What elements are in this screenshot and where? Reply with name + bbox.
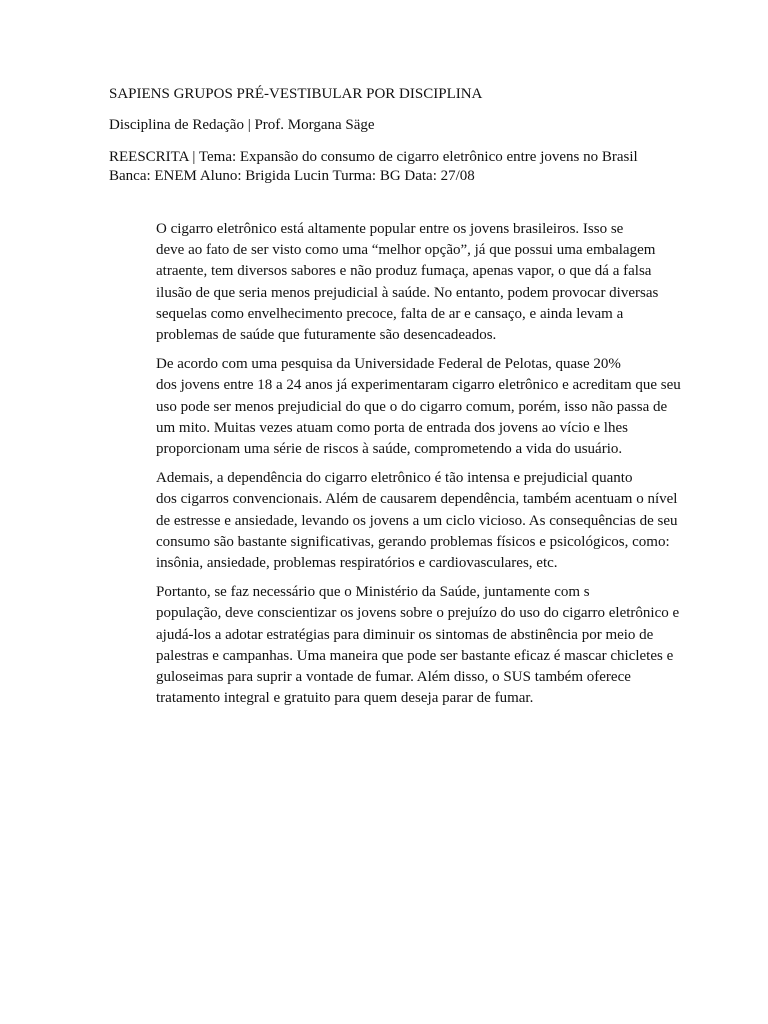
text-line: atraente, tem diversos sabores e não produz fumaça, apenas vapor, o que dá a falsa	[156, 263, 652, 280]
topic-line: REESCRITA | Tema: Expansão do consumo de cigarro eletrônico entre jovens no Brasil	[109, 149, 638, 165]
text-line: um mito. Muitas vezes atuam como porta de entrada dos jovens ao vício e lhes	[156, 419, 628, 436]
text-line: guloseimas para suprir a vontade de fumar. Além disso, o SUS também oferece	[156, 669, 631, 686]
text-line: Portanto, se faz necessário que o Ministério da Saúde, juntamente com s	[156, 584, 590, 601]
text-line: ajudá-los a adotar estratégias para diminuir os sintomas de abstinência por meio de	[156, 626, 654, 643]
essay-body	[109, 219, 681, 717]
text-line: Ademais, a dependência do cigarro eletrônico é tão intensa e prejudicial quanto	[156, 470, 633, 487]
text-line: De acordo com uma pesquisa da Universidade Federal de Pelotas, quase 20%	[156, 356, 621, 373]
document-header	[109, 85, 669, 186]
text-line: de estresse e ansiedade, levando os jovens a um ciclo vicioso. As consequências de seu	[156, 512, 678, 529]
text-line: dos cigarros convencionais. Além de causarem dependência, também acentuam o nível	[156, 491, 678, 508]
text-line: uso pode ser menos prejudicial do que o do cigarro comum, porém, isso não passa de	[156, 398, 668, 415]
details-line: Banca: ENEM Aluno: Brigida Lucin Turma: BG Data: 27/08	[109, 168, 475, 184]
essay-paragraph-2	[109, 354, 681, 460]
text-line: ilusão de que seria menos prejudicial à saúde. No entanto, podem provocar diversas	[156, 284, 659, 301]
essay-paragraph-4	[109, 582, 680, 709]
institution-title: SAPIENS GRUPOS PRÉ-VESTIBULAR POR DISCIPLINA	[109, 86, 483, 102]
text-line: dos jovens entre 18 a 24 anos já experimentaram cigarro eletrônico e acreditam que seu	[156, 377, 681, 394]
text-line: O cigarro eletrônico está altamente popular entre os jovens brasileiros. Isso se	[156, 221, 624, 237]
text-line: problemas de saúde que futuramente são desencadeados.	[156, 327, 497, 344]
text-line: tratamento integral e gratuito para quem deseja parar de fumar.	[156, 690, 534, 707]
text-line: deve ao fato de ser visto como uma “melhor opção”, já que possui uma embalagem	[156, 242, 656, 259]
text-line: consumo são bastante significativas, gerando problemas físicos e psicológicos, como:	[156, 533, 670, 550]
text-line: insônia, ansiedade, problemas respiratórios e cardiovasculares, etc.	[156, 555, 558, 572]
text-line: população, deve conscientizar os jovens sobre o prejuízo do uso do cigarro eletrônico e	[156, 605, 680, 622]
text-line: sequelas como envelhecimento precoce, falta de ar e cansaço, e ainda levam a	[156, 305, 624, 322]
essay-paragraph-3	[109, 468, 678, 574]
text-line: palestras e campanhas. Uma maneira que pode ser bastante eficaz é mascar chicletes e	[156, 647, 674, 664]
text-line: proporcionam uma série de riscos à saúde, comprometendo a vida do usuário.	[156, 441, 623, 458]
course-line: Disciplina de Redação | Prof. Morgana Säge	[109, 117, 375, 133]
essay-paragraph-1	[109, 219, 661, 346]
